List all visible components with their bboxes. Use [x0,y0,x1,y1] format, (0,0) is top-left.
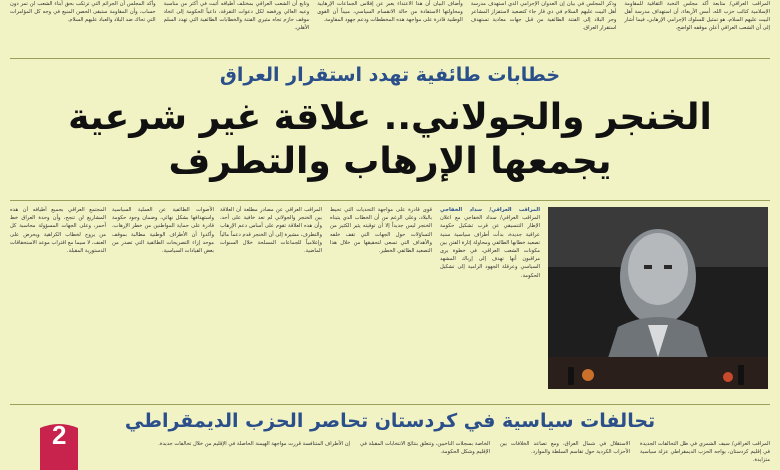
column-text: المراقب العراقي/ سداد الخفاجي مع اعلان الإطار التنسيقي عن قرب تشكيل حكومة عراقية جديدة، بدأت أطراف سياسية سنية تصعيد خطابها الطائفي ومحاولة إثارة الفتن بين مكونات الشعب العراقي، في خطوة يرى مراقبون أنها تهدف إلى إرباك المشهد السياسي وعرقلة الجهود الرامية إلى تشكيل الحكومة. [440,215,540,279]
top-divider [10,58,770,59]
bottom-column: الخاصة بسجلات الناخبين، وتتعلق بنتائج الانتخابات المقبلة في الإقليم وشكل الحكومة. [360,441,490,456]
top-column: وأضاف البيان أن هذا الاعتداء يعبر عن إفلاس الجماعات الإرهابية ومحاولتها الاستفادة من حالة الانقسام السياسي، مبيناً أن القوى الوطنية قادرة على مواجهة هذه المخططات ودعم جهود المقاومة. [317,1,463,23]
bottom-column: المراقب العراقي/ سيف الشمري في ظل التحالفات الجديدة في إقليم كردستان، يواجه الحزب الديمقراطي عزلة سياسية متزايدة. [640,441,770,464]
secondary-headline: تحالفات سياسية في كردستان تحاصر الحزب الديمقراطي [124,410,656,432]
section-divider [10,404,770,405]
bottom-column: الاستقلال في شمال العراق، ومع تصاعد الخلافات بين الأحزاب الكردية حول تقاسم السلطة والموارد. [500,441,630,456]
bottom-column: إن الأطراف المتنافسة قررت مواجهة الهيمنة الحاصلة في الإقليم من خلال تحالفات جديدة. [158,441,350,447]
headline-line-2: يجمعها الإرهاب والتطرف [168,141,612,182]
page-number: 2 [52,420,67,450]
article-column: المراقب العراقي عن مصادر مطلعة أن العلاقة بين الخنجر والجولاني لم تعد خافية على أحد، وأن هذه العلاقة تقوم على أساس دعم الإرهاب والتطرف، مشيرة إلى أن الخنجر قدم دعماً مالياً وإعلامياً للجماعات المسلحة خلال السنوات الماضية. [220,207,322,255]
article-byline: المراقب العراقي/ سداد الخفاجي [440,207,540,213]
article-column: قوى قادرة على مواجهة التحديات التي تحيط بالبلاد، وعلى الرغم من أن الخطاب الذي يتبناه الخنجر ليس جديداً إلا أن توقيته يثير الكثير من التساؤلات حول الجهات التي تقف خلفه والأهداف التي تسعى لتحقيقها من خلال هذا التصعيد الطائفي الخطير. [330,207,432,255]
top-column: وتابع أن الشعب العراقي بمختلف أطيافه أثبت في أكثر من مناسبة وعيه العالي ورفضه لكل دعوات التفرقة، داعياً الحكومة إلى اتخاذ موقف حازم تجاه مثيري الفتنة والخطابات الطائفية التي تهدد السلم الأهلي. [163,1,310,31]
article-photo [548,207,768,389]
top-column: وأكد المجلس أن الجرائم التي ترتكب بحق أبناء الشعب لن تمر دون حساب، وأن المقاومة ستبقى الحصن المنيع في وجه كل المؤامرات التي تحاك ضد البلاد والعباد عليهم السلام. [10,1,156,23]
top-article-strip [0,0,780,56]
article-column: الأصوات الطائفية عن العملية السياسية واستهدافها بشكل نهائي، وضمان وجود حكومة قادرة على حماية المواطنين من خطر الإرهاب، وأكدوا أن الأطراف الوطنية مطالبة بموقف موحد إزاء التصريحات الطائفية التي تصدر من بعض القيادات السياسية. [112,207,214,255]
article-kicker: خطابات طائفية تهدد استقرار العراق [219,64,561,86]
top-column: وذكر المجلس في بيان إن العدوان الإجرامي الذي استهدف مدرسة أهل البيت عليهم السلام في ذي قار جاء كتصعيد لاستفزاز المشاعر وجر البلاد إلى الفتنة الطائفية من قبل جهات معادية تستهدف استقرار العراق. [470,1,617,31]
top-column: المراقب العراقي/ متابعة أكد مجلس النخبة الثقافية للمقاومة الإسلامية كتائب حزب الله، أمس الأربعاء، أن استهداف مدرسة أهل البيت عليهم السلام، هو تمثيل للسلوك الإجرامي الإرهابي، فيما أشار إلى أن الشعب العراقي أعلن موقفه الواضح. [624,1,770,31]
article-column [440,206,540,402]
portrait-graffiti-image [548,207,768,389]
headline-divider [10,200,770,201]
article-headline [0,96,780,184]
article-column: المجتمع العراقي بجميع أطيافه أن هذه المشاريع لن تنجح، وأن وحدة العراق خط أحمر، وعلى الجهات المسؤولة محاسبة كل من يروج لخطاب الكراهية ويحرض على العنف، لا سيما مع اقتراب موعد الاستحقاقات الدستورية المقبلة. [10,207,106,255]
headline-line-1: الخنجر والجولاني.. علاقة غير شرعية [68,97,712,138]
